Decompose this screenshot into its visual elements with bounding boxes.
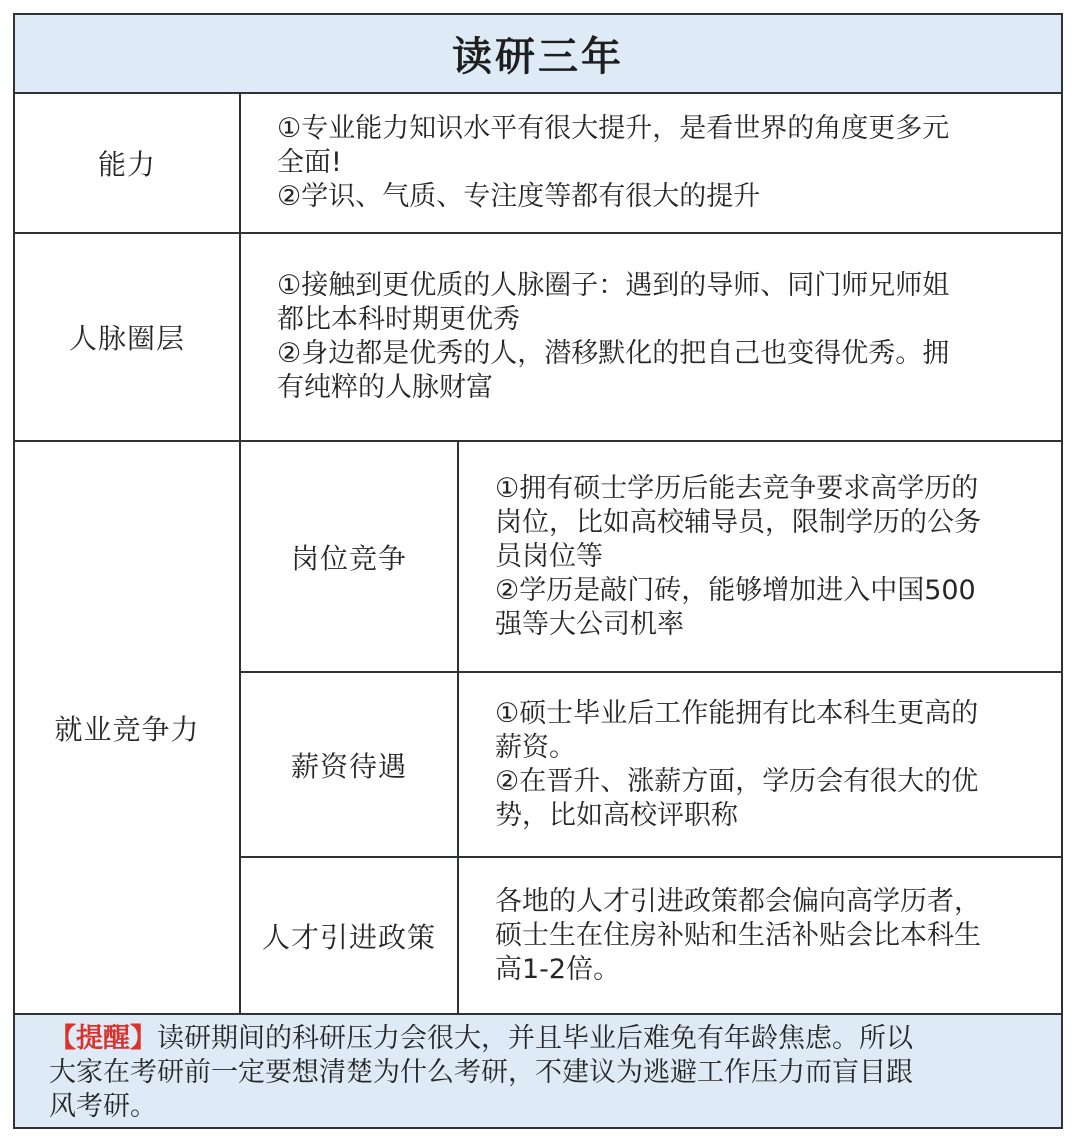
reminder-line-1: 读研期间的科研压力会很大，并且毕业后难免有年龄焦虑。所以 [157, 1023, 913, 1054]
reminder-line-3: 风考研。 [49, 1091, 157, 1122]
row-label-ability-text: 能力 [97, 148, 156, 181]
reminder-tag: 【提醒】 [49, 1023, 157, 1054]
subrow-content-salary [495, 673, 1061, 856]
salary-line-2: 薪资。 [495, 731, 576, 763]
position-line-4: ②学历是敲门砖，能够增加进入中国500 [495, 574, 976, 606]
subrow-content-talent [495, 858, 1061, 1013]
row-label-ability [15, 94, 239, 232]
network-line-2: 都比本科时期更优秀 [277, 304, 520, 335]
row-label-network [15, 234, 239, 440]
subrow-label-talent [241, 858, 457, 1013]
row-label-network-text: 人脉圈层 [68, 322, 185, 355]
talent-line-1: 各地的人才引进政策都会偏向高学历者， [495, 885, 981, 917]
talent-line-3: 高1-2倍。 [495, 953, 621, 985]
row-label-employment-text: 就业竞争力 [54, 712, 200, 746]
subrow-label-talent-text: 人才引进政策 [261, 920, 436, 954]
ability-line-2: 全面! [277, 147, 342, 178]
column-divider [457, 442, 459, 1013]
position-line-5: 强等大公司机率 [495, 608, 684, 640]
position-line-1: ①拥有硕士学历后能去竞争要求高学历的 [495, 472, 979, 504]
comparison-table [13, 13, 1063, 1129]
network-line-1: ①接触到更优质的人脉圈子：遇到的导师、同门师兄师姐 [277, 270, 950, 301]
talent-line-2: 硕士生在住房补贴和生活补贴会比本科生 [495, 919, 981, 951]
salary-line-4: 势，比如高校评职称 [495, 799, 738, 831]
position-line-2: 岗位，比如高校辅导员，限制学历的公务 [495, 506, 981, 538]
subrow-label-position-text: 岗位竞争 [290, 541, 407, 575]
ability-line-3: ②学识、气质、专注度等都有很大的提升 [277, 181, 761, 212]
reminder-box [15, 1015, 1061, 1127]
network-line-3: ②身边都是优秀的人，潜移默化的把自己也变得优秀。拥 [277, 338, 950, 369]
ability-line-1: ①专业能力知识水平有很大提升，是看世界的角度更多元 [277, 113, 950, 144]
salary-line-1: ①硕士毕业后工作能拥有比本科生更高的 [495, 697, 979, 729]
column-divider [239, 94, 241, 1013]
subrow-content-position [495, 442, 1061, 671]
table-title: 读研三年 [15, 15, 1061, 94]
row-content-ability [277, 94, 1061, 232]
position-line-3: 员岗位等 [495, 540, 603, 572]
reminder-line-2: 大家在考研前一定要想清楚为什么考研，不建议为逃避工作压力而盲目跟 [49, 1057, 913, 1088]
subrow-label-salary [241, 673, 457, 856]
salary-line-3: ②在晋升、涨薪方面，学历会有很大的优 [495, 765, 979, 797]
subrow-label-salary-text: 薪资待遇 [290, 749, 407, 783]
network-line-4: 有纯粹的人脉财富 [277, 372, 493, 403]
row-label-employment [15, 442, 239, 1013]
row-content-network [277, 234, 1061, 440]
subrow-label-position [241, 442, 457, 671]
